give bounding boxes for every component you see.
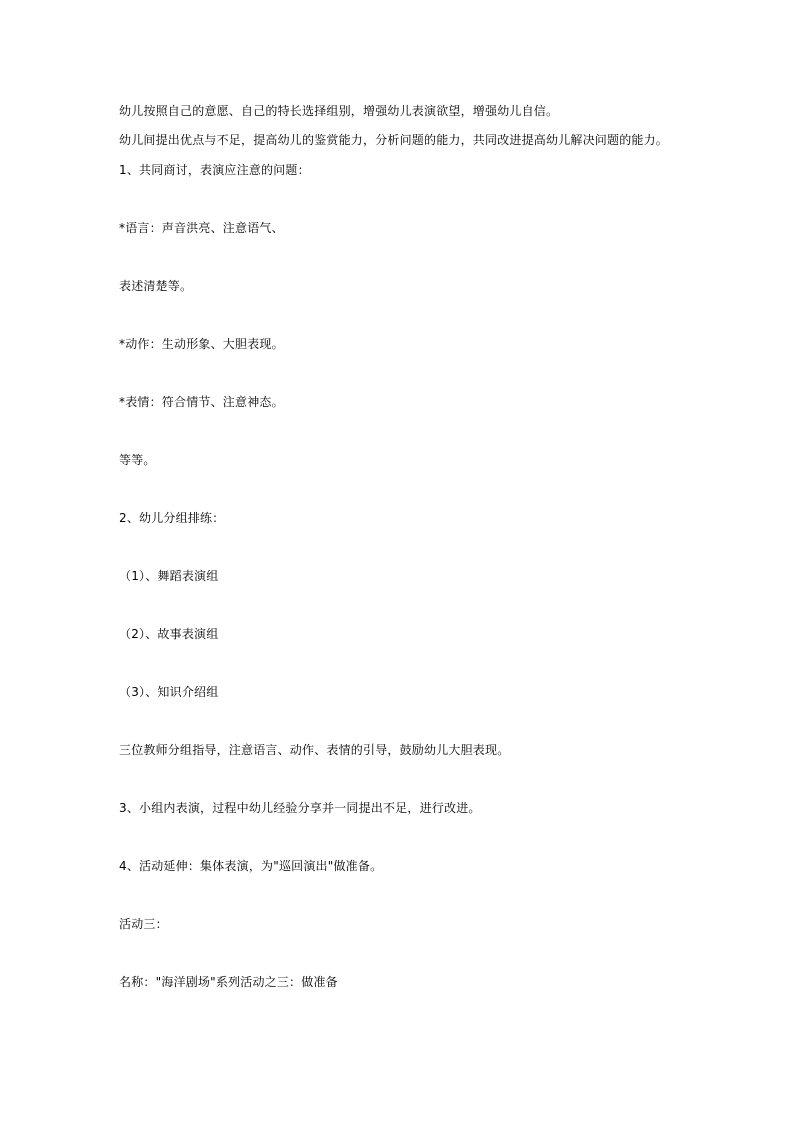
list-item: （2）、故事表演组 bbox=[119, 627, 219, 641]
list-heading: 1、共同商讨，表演应注意的问题： bbox=[119, 163, 310, 177]
paragraph-line: 等等。 bbox=[119, 453, 156, 467]
list-item: *语言：声音洪亮、注意语气、 bbox=[119, 221, 284, 235]
list-item: （1）、舞蹈表演组 bbox=[119, 569, 219, 583]
activity-title: 名称："海洋剧场"系列活动之三：做准备 bbox=[119, 975, 338, 989]
list-item: *表情：符合情节、注意神态。 bbox=[119, 395, 284, 409]
paragraph-line: 幼儿间提出优点与不足，提高幼儿的鉴赏能力，分析问题的能力，共同改进提高幼儿解决问题的能力。 bbox=[119, 133, 669, 147]
list-heading: 3、小组内表演，过程中幼儿经验分享并一同提出不足，进行改进。 bbox=[119, 801, 481, 815]
paragraph-line: 三位教师分组指导，注意语言、动作、表情的引导，鼓励幼儿大胆表现。 bbox=[119, 743, 510, 757]
section-heading: 活动三： bbox=[119, 917, 168, 931]
list-item: （3）、知识介绍组 bbox=[119, 685, 219, 699]
list-item: *动作：生动形象、大胆表现。 bbox=[119, 337, 284, 351]
list-heading: 4、活动延伸：集体表演，为"巡回演出"做准备。 bbox=[119, 859, 383, 873]
list-heading: 2、幼儿分组排练： bbox=[119, 511, 225, 525]
paragraph-line: 表述清楚等。 bbox=[119, 279, 193, 293]
paragraph-line: 幼儿按照自己的意愿、自己的特长选择组别，增强幼儿表演欲望，增强幼儿自信。 bbox=[119, 104, 559, 118]
